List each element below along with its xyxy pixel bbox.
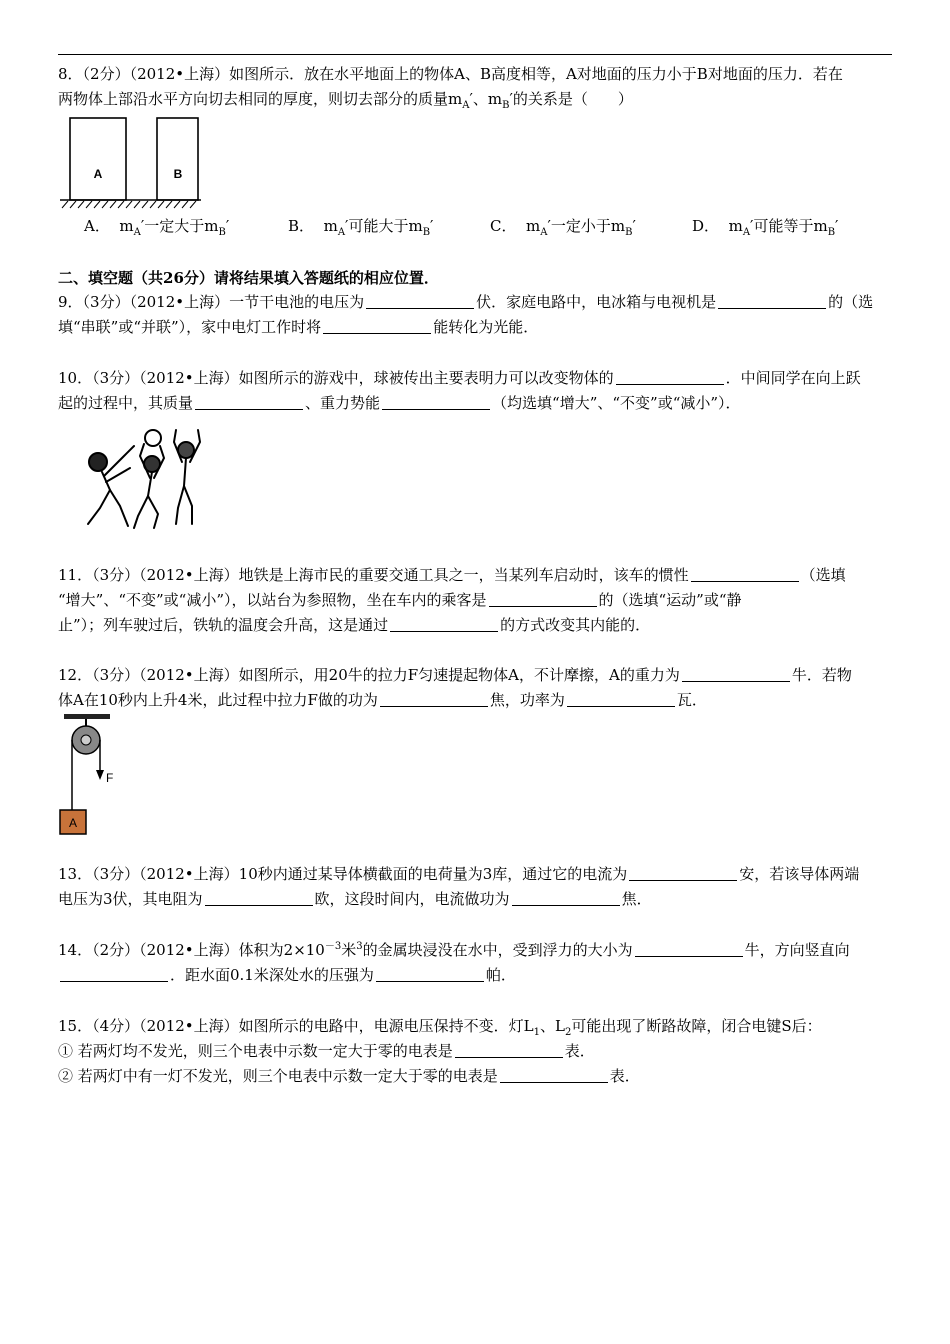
q10-figure-children-ball-game — [58, 420, 218, 532]
q15-line1: 15．（4分）（2012•上海）如图所示的电路中，电源电压保持不变．灯$L_1$、$L_2$可能出现了断路故障，闭合电键S后： — [58, 1017, 822, 1038]
answer-blank[interactable] — [205, 890, 313, 906]
q9-line1: 9．（3分）（2012•上海）一节干电池的电压为 伏．家庭电路中，电冰箱与电视机是 的（选 — [58, 293, 874, 311]
answer-blank[interactable] — [512, 890, 620, 906]
q14-line1: 14．（2分）（2012•上海）体积为$2\times 10^{-3}$米$^3$的金属块浸没在水中，受到浮力的大小为 牛，方向竖直向 — [58, 941, 850, 959]
answer-blank[interactable] — [382, 394, 490, 410]
answer-blank[interactable] — [390, 616, 498, 632]
q14-line2: ．距水面0.1米深处水的压强为 帕． — [58, 965, 516, 985]
answer-blank[interactable] — [629, 865, 737, 881]
block-a-label: A — [93, 167, 103, 181]
q11-line3: 止”）；列车驶过后，铁轨的温度会升高，这是通过 的方式改变其内能的． — [58, 616, 651, 634]
q12-line1: 12．（3分）（2012•上海）如图所示，用20牛的拉力F匀速提起物体A，不计摩擦，A的重力为 牛．若物 — [58, 666, 852, 684]
force-label: F — [106, 771, 114, 785]
block-a — [70, 118, 126, 200]
q15-line3: ② 若两灯中有一灯不发光，则三个电表中示数一定大于零的电表是 表． — [58, 1067, 640, 1085]
answer-blank[interactable] — [616, 369, 724, 385]
q8-option-d[interactable]: D． $m_A'$可能等于$m_B'$ — [692, 217, 839, 238]
q8-option-a[interactable]: A． $m_A'$一定大于$m_B'$ — [84, 217, 230, 238]
answer-blank[interactable] — [500, 1067, 608, 1083]
block-b — [157, 118, 198, 200]
q8-option-b[interactable]: B． $m_A'$可能大于$m_B'$ — [288, 217, 434, 238]
answer-blank[interactable] — [567, 691, 675, 707]
answer-blank[interactable] — [380, 691, 488, 707]
q8-line1: 8．（2分）（2012•上海）如图所示．放在水平地面上的物体A、B高度相等，A对地面的压力小于B对地面的压力．若在 — [58, 65, 843, 83]
answer-blank[interactable] — [195, 394, 303, 410]
answer-blank[interactable] — [489, 591, 597, 607]
answer-blank[interactable] — [60, 966, 168, 982]
q15-line2: ① 若两灯均不发光，则三个电表中示数一定大于零的电表是 表． — [58, 1042, 595, 1060]
header-rule — [58, 54, 892, 55]
q12-figure-pulley — [58, 712, 138, 838]
answer-blank[interactable] — [323, 318, 431, 334]
q8-option-c[interactable]: C． $m_A'$一定小于$m_B'$ — [490, 217, 636, 238]
section-title: 二、填空题（共26分）请将结果填入答题纸的相应位置． — [58, 269, 439, 287]
q12-line2: 体A在10秒内上升4米，此过程中拉力F做的功为 焦，功率为 瓦． — [58, 691, 707, 709]
answer-blank[interactable] — [691, 566, 799, 582]
q8-line2: 两物体上部沿水平方向切去相同的厚度，则切去部分的质量$m_A'$、$m_B'$的关系是（ ） — [58, 90, 633, 111]
q13-line1: 13．（3分）（2012•上海）10秒内通过某导体横截面的电荷量为3库，通过它的电流为 安，若该导体两端 — [58, 865, 860, 883]
q13-line2: 电压为3伏，其电阻为 欧，这段时间内，电流做功为 焦． — [58, 890, 652, 908]
block-a-label: A — [68, 816, 78, 830]
q9-line2: 填“串联”或“并联”），家中电灯工作时将 能转化为光能． — [58, 318, 539, 336]
q10-line2: 起的过程中，其质量 、重力势能 （均选填“增大”、“不变”或“减小”）． — [58, 394, 741, 412]
q11-line1: 11．（3分）（2012•上海）地铁是上海市民的重要交通工具之一，当某列车启动时，该车的惯性 （选填 — [58, 566, 846, 584]
answer-blank[interactable] — [718, 293, 826, 309]
q8-figure — [58, 114, 203, 210]
answer-blank[interactable] — [455, 1042, 563, 1058]
answer-blank[interactable] — [682, 666, 790, 682]
q11-line2: “增大”、“不变”或“减小”），以站台为参照物，坐在车内的乘客是 的（选填“运动”或“静 — [58, 591, 742, 609]
answer-blank[interactable] — [635, 941, 743, 957]
block-b-label: B — [173, 167, 183, 181]
answer-blank[interactable] — [366, 293, 474, 309]
answer-blank[interactable] — [376, 966, 484, 982]
q10-line1: 10．（3分）（2012•上海）如图所示的游戏中，球被传出主要表明力可以改变物体的 ．中间同学在向上跃 — [58, 369, 861, 387]
